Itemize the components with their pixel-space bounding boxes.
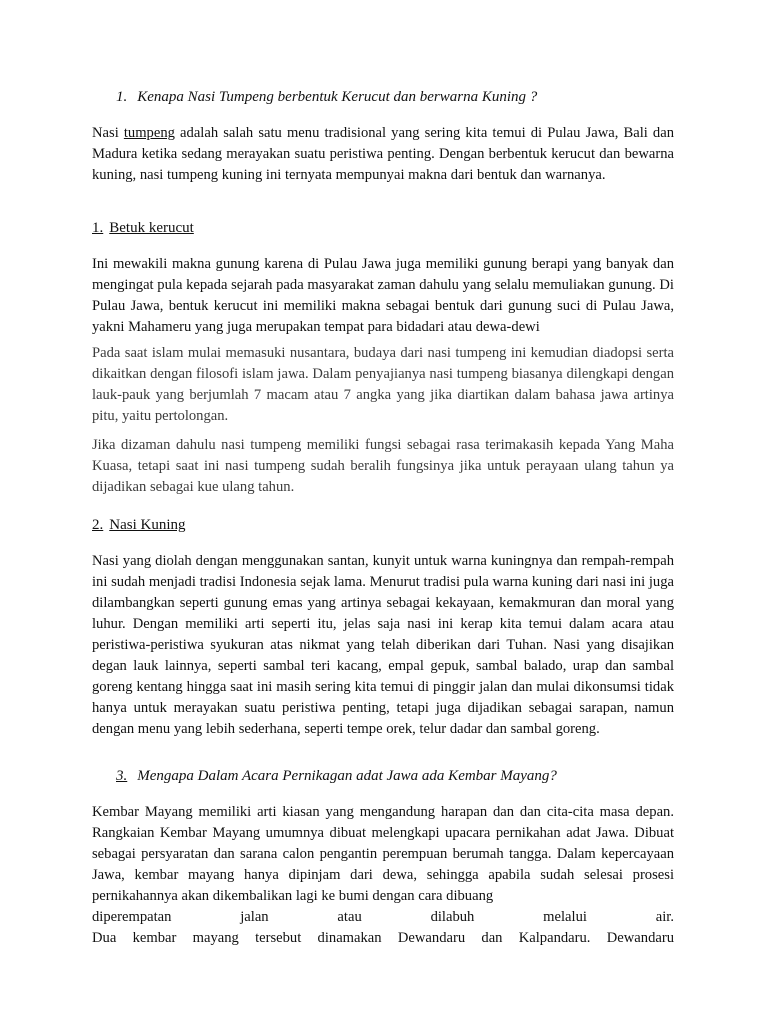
section-2-number: 2. xyxy=(92,517,104,533)
section-2-heading xyxy=(92,515,186,535)
question-1-number: 1. xyxy=(116,89,128,105)
section-1-number: 1. xyxy=(92,220,104,236)
paragraph-kembar-mayang xyxy=(92,802,674,949)
kembar-mayang-last-line: diperempatan jalan atau dilabuh melalui air. xyxy=(92,909,674,925)
question-3-heading xyxy=(116,766,557,786)
intro-text-start: Nasi xyxy=(92,125,124,141)
question-1-text: Kenapa Nasi Tumpeng berbentuk Kerucut dan berwarna Kuning ? xyxy=(137,89,538,105)
section-1-label: Betuk kerucut xyxy=(109,220,194,236)
tumpeng-link[interactable]: tumpeng xyxy=(123,125,175,141)
question-1-heading xyxy=(116,87,537,107)
paragraph-kerucut: Ini mewakili makna gunung karena di Pulau Jawa juga memiliki gunung berapi yang banyak dan mengingat pula kepada sejarah pada masyarakat zaman dahulu yang selalu memuliakan gunung. Di Pulau Jawa, bentuk kerucut ini memiliki makna sebagai bentuk dari gunung suci di Pulau Jawa, yakni Mahameru yang juga merupakan tempat para bidadari atau dewa-dewi xyxy=(92,256,674,335)
kembar-mayang-text: Kembar Mayang memiliki arti kiasan yang mengandung harapan dan dan cita-cita masa depan. Rangkaian Kembar Mayang umumnya dibuat melengkapi upacara pernikahan adat Jawa. Dibuat sebagai persyaratan dan sarana calon pengantin perempuan berumah tangga. Dalam kepercayaan Jawa, kembar mayang hanya dipinjam dari dewa, sehingga apabila sudah selesai prosesi pernikahannya akan dikembalikan lagi ke bumi dengan cara dibuang xyxy=(92,804,674,904)
paragraph-islam: Pada saat islam mulai memasuki nusantara, budaya dari nasi tumpeng ini kemudian diadopsi serta dikaitkan dengan filosofi islam jawa. Dalam penyajianya nasi tumpeng biasanya dilengkapi dengan lauk-pauk yang berjumlah 7 macam atau 7 angka yang jika diartikan dalam bahasa jawa artinya pitu, yaitu pertolongan. xyxy=(92,345,674,424)
kembar-mayang-next-line: Dua kembar mayang tersebut dinamakan Dewandaru dan Kalpandaru. Dewandaru xyxy=(92,930,674,946)
section-2-label: Nasi Kuning xyxy=(109,517,186,533)
paragraph-nasi-kuning: Nasi yang diolah dengan menggunakan santan, kunyit untuk warna kuningnya dan rempah-rempah ini sudah menjadi tradisi Indonesia sejak lama. Menurut tradisi pula warna kuning dari nasi ini juga dilambangkan seperti gunung emas yang artinya sebagai kekayaan, kemakmuran dan moral yang luhur. Dengan memiliki arti seperti itu, jelas saja nasi ini kerap kita temui dalam acara atau peristiwa-peristiwa syukuran atas nikmat yang telah diberikan dari Tuhan. Nasi yang disajikan degan lauk lainnya, seperti sambal teri kacang, empal gepuk, sambal balado, urap dan sambal goreng kentang hingga saat ini masih sering kita temui di pinggir jalan dan mulai dikonsumsi tidak hanya untuk merayakan suatu peristiwa penting, tetapi juga dijadikan sebagai sarapan, namun dengan menu yang lebih sederhana, seperti tempe orek, telur dadar dan sambal goreng. xyxy=(92,553,674,737)
intro-text-rest: adalah salah satu menu tradisional yang sering kita temui di Pulau Jawa, Bali dan Madura ketika sedang merayakan suatu peristiwa penting. Dengan berbentuk kerucut dan bewarna kuning, nasi tumpeng kuning ini ternyata mempunyai makna dari bentuk dan warnanya. xyxy=(92,125,674,183)
intro-paragraph xyxy=(92,123,674,186)
paragraph-fungsi: Jika dizaman dahulu nasi tumpeng memiliki fungsi sebagai rasa terimakasih kepada Yang Maha Kuasa, tetapi saat ini nasi tumpeng sudah beralih fungsinya jika untuk perayaan ulang tahun ya dijadikan sebagai kue ulang tahun. xyxy=(92,437,674,495)
section-1-heading xyxy=(92,218,194,238)
question-3-text: Mengapa Dalam Acara Pernikagan adat Jawa ada Kembar Mayang? xyxy=(137,768,557,784)
question-3-number: 3. xyxy=(116,768,128,784)
